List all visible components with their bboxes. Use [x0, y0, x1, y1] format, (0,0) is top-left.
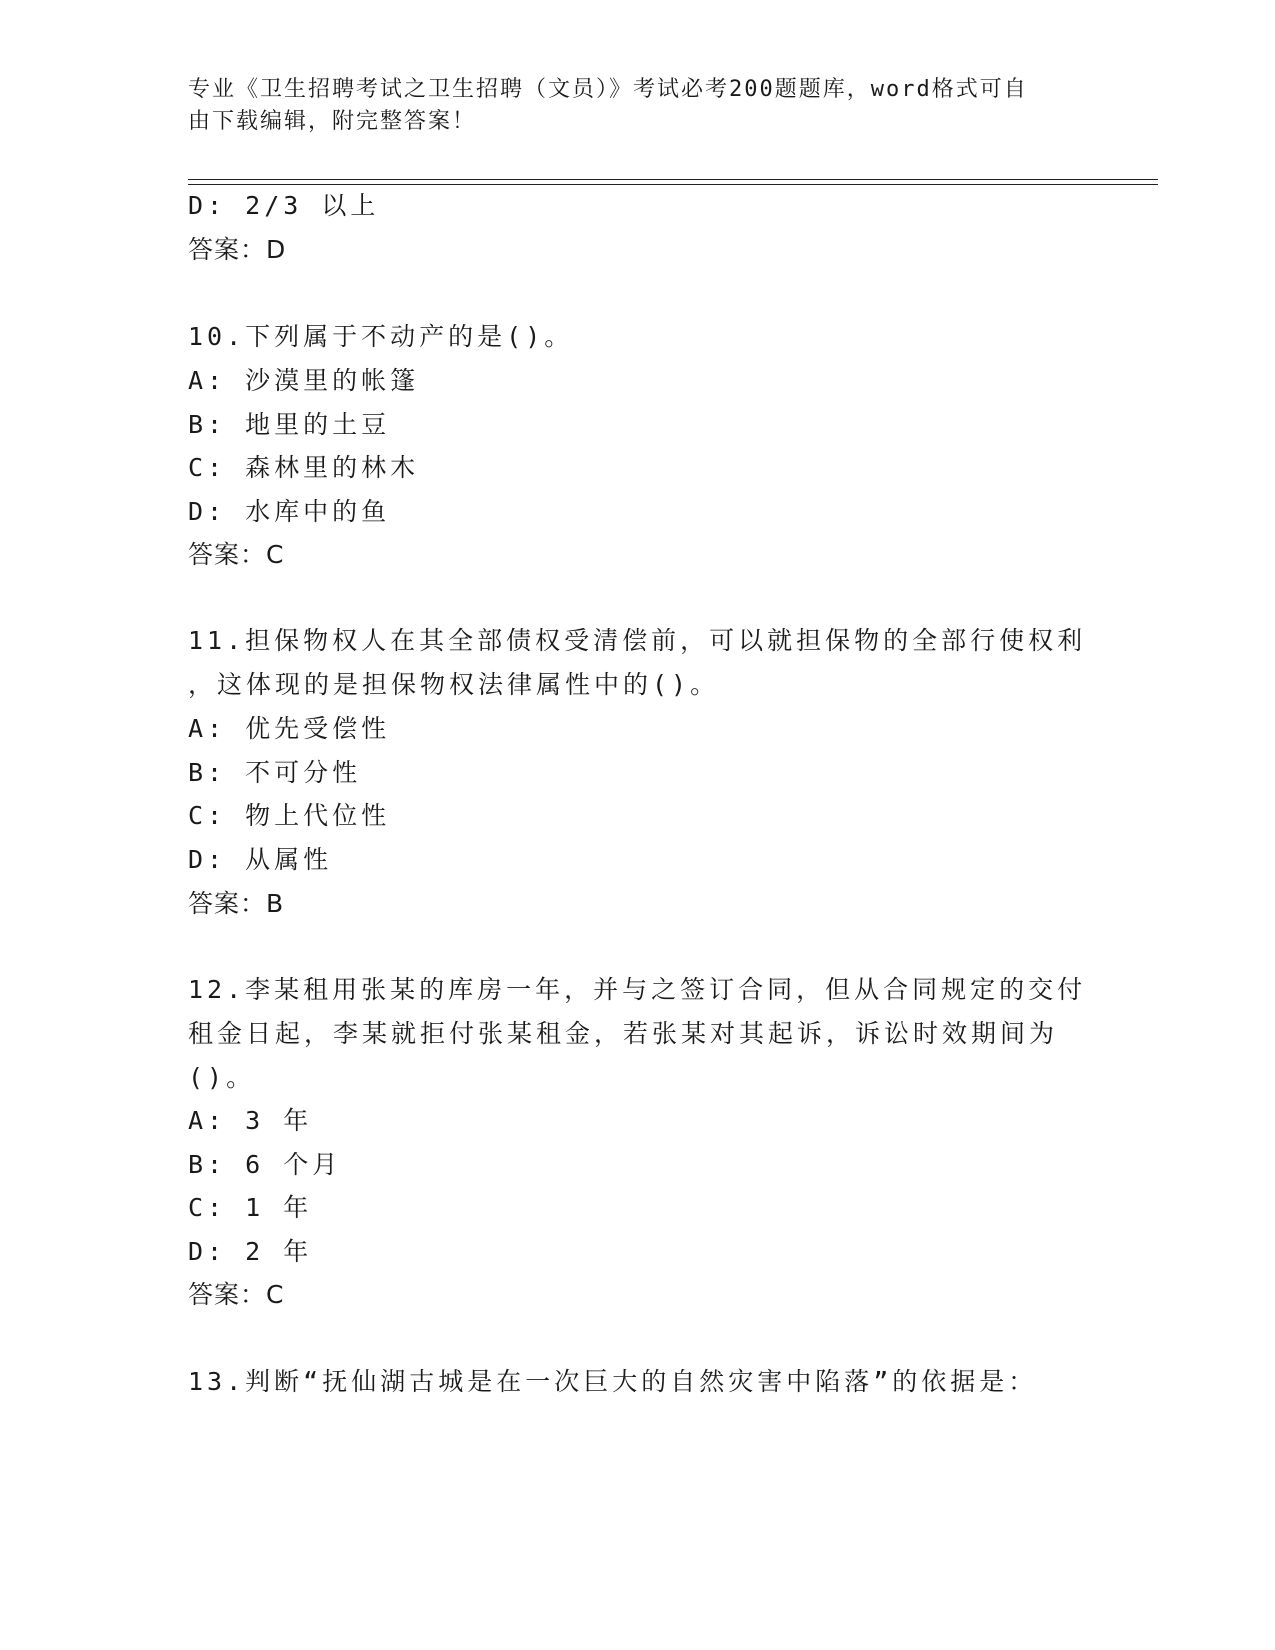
q10-option-d: D: 水库中的鱼	[188, 497, 391, 526]
q9-option-d: D: 2/3 以上	[188, 191, 380, 220]
document-header	[188, 74, 1068, 138]
q12-option-b: B: 6 个月	[188, 1150, 342, 1179]
q10-answer: 答案：C	[188, 540, 285, 569]
q11-option-a: A: 优先受偿性	[188, 714, 391, 743]
q11-option-c: C: 物上代位性	[188, 801, 391, 830]
q10-option-a: A: 沙漠里的帐篷	[188, 366, 420, 395]
q9-answer: 答案：D	[188, 235, 287, 264]
q11-stem-line-1: 11.担保物权人在其全部债权受清偿前，可以就担保物的全部行使权利	[188, 626, 1087, 655]
q10-option-c: C: 森林里的林木	[188, 453, 420, 482]
q12-stem-line-1: 12.李某租用张某的库房一年，并与之签订合同，但从合同规定的交付	[188, 975, 1087, 1004]
q12-stem-line-3: ()。	[188, 1063, 256, 1092]
q10-stem: 10.下列属于不动产的是()。	[188, 322, 574, 351]
q13-stem: 13.判断“抚仙湖古城是在一次巨大的自然灾害中陷落”的依据是：	[188, 1367, 1038, 1396]
q11-option-d: D: 从属性	[188, 845, 333, 874]
q10-option-b: B: 地里的土豆	[188, 410, 391, 439]
header-line-1: 专业《卫生招聘考试之卫生招聘（文员）》考试必考200题题库，word格式可自	[188, 77, 1028, 102]
q12-option-a: A: 3 年	[188, 1106, 313, 1135]
q11-option-b: B: 不可分性	[188, 758, 362, 787]
q11-answer: 答案：B	[188, 889, 285, 918]
q12-option-c: C: 1 年	[188, 1193, 313, 1222]
q12-answer: 答案：C	[188, 1280, 285, 1309]
q11-stem-line-2: ，这体现的是担保物权法律属性中的()。	[188, 670, 720, 699]
header-line-2: 由下载编辑，附完整答案！	[188, 109, 477, 134]
q12-stem-line-2: 租金日起，李某就拒付张某租金，若张某对其起诉，诉讼时效期间为	[188, 1019, 1059, 1048]
q12-option-d: D: 2 年	[188, 1237, 313, 1266]
header-divider-bottom	[188, 184, 1158, 185]
header-divider-top	[188, 179, 1158, 180]
